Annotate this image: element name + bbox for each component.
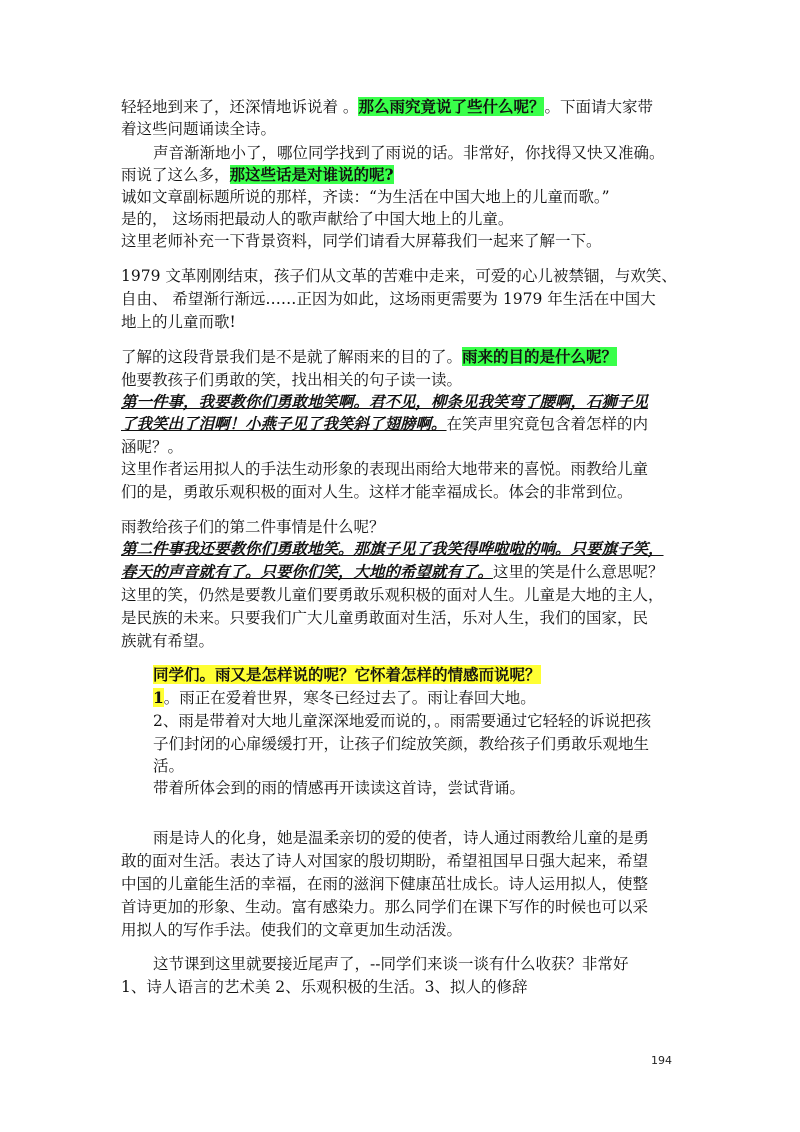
text-line — [153, 755, 681, 777]
text-segment: 1979 文革刚刚结束，孩子们从文革的苦难中走来，可爱的心儿被禁锢，与欢笑、 — [121, 267, 677, 285]
text-line — [121, 164, 681, 186]
text-segment: 子们封闭的心扉缓缓打开，让孩子们绽放笑颜，教给孩子们勇敢乐观地生 — [153, 735, 650, 753]
text-line — [121, 413, 681, 435]
quoted-verse: 春天的声音就有了。只要你们笑，大地的希望就有了。 — [121, 562, 494, 581]
text-segment: 诚如文章副标题所说的那样，齐读：“为生活在中国大地上的儿童而歌。” — [121, 188, 610, 206]
text-segment: 。下面请大家带 — [544, 98, 653, 116]
text-segment: 们的是，勇敢乐观积极的面对人生。这样才能幸福成长。体会的非常到位。 — [121, 483, 633, 501]
text-line — [153, 687, 681, 709]
text-line — [121, 265, 681, 287]
text-segment: 是民族的未来。只要我们广大儿童勇敢面对生活，乐对人生，我们的国家，民 — [121, 609, 649, 627]
highlighted-prompt: 1 — [153, 688, 164, 707]
text-segment: 雨是诗人的化身，她是温柔亲切的爱的使者，诗人通过雨教给儿童的是勇 — [153, 829, 650, 847]
text-segment: 2、雨是带着对大地儿童深深地爱而说的，。雨需要通过它轻轻的诉说把孩 — [153, 712, 652, 730]
highlighted-question: 那么雨究竟说了些什么呢？ — [358, 97, 545, 116]
text-line — [121, 538, 681, 560]
text-segment: 首诗更加的形象、生动。富有感染力。那么同学们在课下写作的时候也可以采 — [121, 898, 649, 916]
text-segment: 了解的这段背景我们是不是就了解雨来的目的了。 — [121, 348, 463, 366]
quoted-verse: 第二件事我还要教你们勇敢地笑。那旗子见了我笑得哗啦啦的响。只要旗子笑， — [121, 539, 664, 558]
text-segment: 轻轻地到来了，还深情地诉说着 。 — [121, 98, 359, 116]
text-line — [121, 369, 681, 391]
text-line — [153, 777, 681, 799]
text-segment: 他要教孩子们勇敢的笑，找出相关的句子读一读。 — [121, 371, 463, 389]
text-line — [153, 827, 681, 849]
text-segment: 。雨正在爱着世界，寒冬已经过去了。雨让春回大地。 — [163, 689, 536, 707]
text-segment: 敢的面对生活。表达了诗人对国家的殷切期盼，希望祖国早日强大起来，希望 — [121, 852, 649, 870]
text-line — [121, 481, 681, 503]
text-line — [121, 436, 681, 458]
text-line — [121, 230, 681, 252]
text-line — [153, 710, 681, 732]
text-line — [121, 607, 681, 629]
text-line — [121, 96, 681, 118]
text-line — [121, 391, 681, 413]
text-segment: 族就有希望。 — [121, 632, 215, 650]
text-segment: 这节课到这里就要接近尾声了，--同学们来谈一谈有什么收获？非常好 — [153, 955, 629, 973]
quoted-verse: 了我笑出了泪啊！小燕子见了我笑斜了翅膀啊。 — [121, 414, 447, 433]
text-segment: 这里老师补充一下背景资料，同学们请看大屏幕我们一起来了解一下。 — [121, 232, 602, 250]
text-line — [121, 584, 681, 606]
page-number: 194 — [651, 1054, 672, 1067]
text-line — [121, 561, 681, 583]
text-line — [121, 873, 681, 895]
text-segment: 这里的笑是什么意思呢？ — [493, 563, 664, 581]
text-segment: 1、诗人语言的艺术美 2、乐观积极的生活。3、拟人的修辞 — [121, 978, 528, 996]
highlighted-question: 那这些话是对谁说的呢? — [229, 165, 394, 184]
text-line — [121, 976, 681, 998]
text-line — [121, 118, 681, 140]
text-segment: 用拟人的写作手法。使我们的文章更加生动活泼。 — [121, 921, 463, 939]
text-line — [121, 288, 681, 310]
text-segment: 雨教给孩子们的第二件事情是什么呢？ — [121, 518, 385, 536]
text-line — [121, 896, 681, 918]
text-line — [121, 516, 681, 538]
text-segment: 自由、 希望渐行渐远……正因为如此，这场雨更需要为 1979 年生活在中国大 — [121, 290, 656, 308]
text-segment: 这里作者运用拟人的手法生动形象的表现出雨给大地带来的喜悦。雨教给儿童 — [121, 460, 649, 478]
text-segment: 雨说了这么多， — [121, 166, 230, 184]
text-line — [121, 850, 681, 872]
highlighted-question: 雨来的目的是什么呢？ — [462, 347, 618, 366]
text-segment: 中国的儿童能生活的幸福，在雨的滋润下健康茁壮成长。诗人运用拟人，使整 — [121, 875, 649, 893]
text-segment: 是的， 这场雨把最动人的歌声献给了中国大地上的儿童。 — [121, 210, 514, 228]
text-line — [121, 311, 681, 333]
text-line — [121, 346, 681, 368]
text-line — [121, 208, 681, 230]
text-line — [153, 953, 681, 975]
text-segment: 活。 — [153, 757, 185, 775]
text-segment: 带着所体会到的雨的情感再开读读这首诗，尝试背诵。 — [153, 779, 526, 797]
text-segment: 这里的笑，仍然是要教儿童们要勇敢乐观积极的面对人生。儿童是大地的主人， — [121, 586, 664, 604]
text-segment: 着这些问题诵读全诗。 — [121, 120, 277, 138]
text-line — [121, 458, 681, 480]
text-line — [153, 733, 681, 755]
text-line — [121, 630, 681, 652]
text-line — [121, 919, 681, 941]
text-segment: 在笑声里究竟包含着怎样的内 — [446, 415, 649, 433]
text-segment: 地上的儿童而歌! — [121, 313, 236, 331]
text-line — [153, 664, 681, 686]
text-line — [153, 142, 681, 164]
text-segment: 声音渐渐地小了，哪位同学找到了雨说的话。非常好，你找得又快又准确。 — [153, 144, 665, 162]
text-line — [121, 186, 681, 208]
text-segment: 涵呢？。 — [121, 438, 184, 456]
quoted-verse: 第一件事，我要教你们勇敢地笑啊。君不见，柳条见我笑弯了腰啊，石狮子见 — [121, 392, 649, 411]
highlighted-prompt: 同学们。雨又是怎样说的呢？它怀着怎样的情感而说呢？ — [153, 665, 541, 684]
